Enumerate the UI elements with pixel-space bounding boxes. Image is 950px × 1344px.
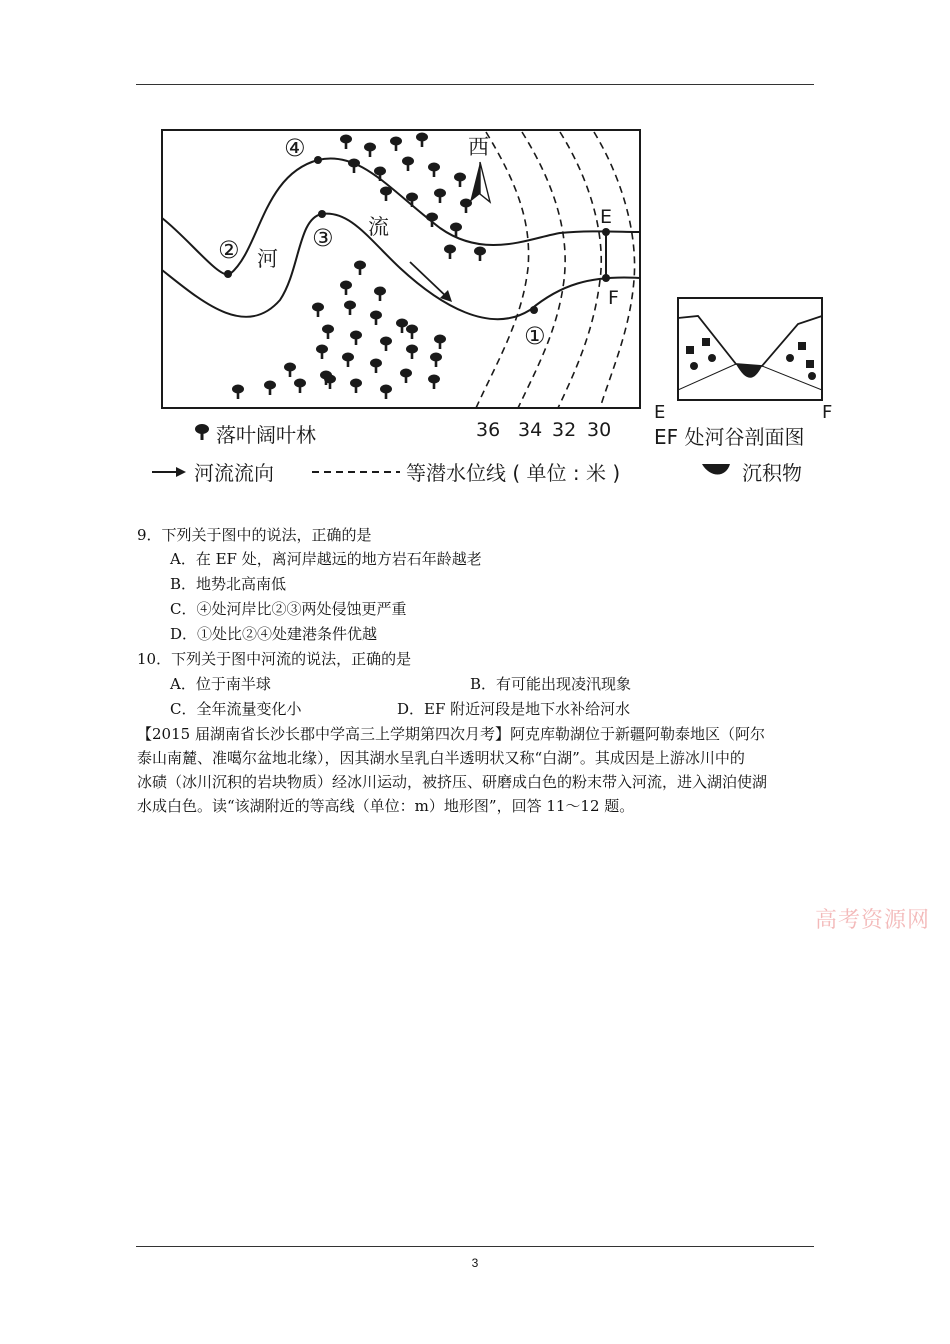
question-9-option-d: D．①处比②④处建港条件优越 — [170, 625, 378, 643]
tree-icon — [294, 379, 306, 394]
tree-icon — [324, 375, 336, 390]
tree-icon — [284, 363, 296, 378]
header-rule — [136, 84, 814, 85]
section-label-f: F — [822, 402, 833, 423]
legend-flow-label: 河流流向 — [194, 461, 274, 485]
section-label-e: E — [654, 402, 666, 423]
point-2-label: ② — [218, 236, 240, 264]
tree-icon — [380, 385, 392, 400]
point-4-label: ④ — [284, 134, 306, 162]
tree-icon — [232, 385, 244, 400]
tree-icon — [354, 261, 366, 276]
intro-line-3: 冰碛（冰川沉积的岩块物质）经冰川运动，被挤压、研磨成白色的粉末带入河流，进入湖泊使湖 — [137, 773, 768, 791]
point-2-marker — [224, 270, 232, 278]
point-1-marker — [530, 306, 538, 314]
label-e: E — [600, 206, 613, 228]
question-9-option-c: C．④处河岸比②③两处侵蚀更严重 — [170, 600, 407, 618]
contour-value-34: 34 — [518, 419, 543, 441]
question-10-option-b: B．有可能出现凌汛现象 — [470, 675, 632, 693]
tree-icon — [454, 173, 466, 188]
legend-isoline-label: 等潜水位线 ( 单位 : 米 ) — [406, 461, 621, 485]
question-9-option-a: A．在 EF 处，离河岸越远的地方岩石年龄越老 — [170, 550, 482, 568]
tree-icon — [312, 303, 324, 318]
point-1-label: ① — [524, 322, 546, 350]
tree-icon — [374, 287, 386, 302]
river-char-he: 河 — [257, 247, 278, 271]
tree-icon — [434, 189, 446, 204]
intro-line-2: 泰山南麓、准噶尔盆地北缘），因其湖水呈乳白半透明状又称“白湖”。其成因是上游冰川中的 — [137, 749, 745, 767]
river-char-liu: 流 — [368, 215, 389, 239]
page-number: 3 — [471, 1256, 479, 1270]
tree-icon — [364, 143, 376, 158]
tree-icon — [460, 199, 472, 214]
tree-icon — [428, 163, 440, 178]
footer-rule — [136, 1246, 814, 1247]
watermark: 高考资源网 — [815, 908, 931, 933]
legend-flow-icon — [152, 467, 186, 477]
question-10-option-c: C．全年流量变化小 — [170, 700, 302, 718]
tree-icon — [374, 167, 386, 182]
tree-icon — [370, 359, 382, 374]
legend-forest-label: 落叶阔叶林 — [216, 423, 316, 447]
point-4-marker — [314, 156, 322, 164]
point-f-marker — [602, 274, 610, 282]
intro-paragraph — [137, 722, 817, 818]
tree-icon — [428, 375, 440, 390]
tree-icon — [402, 157, 414, 172]
tree-icon — [406, 345, 418, 360]
tree-icon — [434, 335, 446, 350]
tree-icon — [350, 379, 362, 394]
tree-icon — [340, 135, 352, 150]
tree-icon — [350, 331, 362, 346]
contour-value-36: 36 — [476, 419, 501, 441]
question-10-option-d: D．EF 附近河段是地下水补给河水 — [397, 700, 631, 718]
point-3-label: ③ — [312, 224, 334, 252]
tree-icon — [348, 159, 360, 174]
intro-line-1: 【2015 届湖南省长沙长郡中学高三上学期第四次月考】阿克库勒湖位于新疆阿勒泰地区（阿尔 — [137, 725, 765, 743]
tree-icon — [380, 187, 392, 202]
tree-icon — [340, 281, 352, 296]
tree-icon — [444, 245, 456, 260]
question-10-stem: 10．下列关于图中河流的说法，正确的是 — [137, 650, 412, 668]
contour-value-30: 30 — [587, 419, 612, 441]
north-arrow-label: 西 — [468, 135, 489, 159]
point-e-marker — [602, 228, 610, 236]
question-9-option-b: B．地势北高南低 — [170, 575, 287, 593]
section-profile — [678, 316, 822, 390]
tree-icon — [390, 137, 402, 152]
intro-line-4: 水成白色。读“该湖附近的等高线（单位：m）地形图”，回答 11～12 题。 — [137, 797, 635, 815]
river-map-figure — [150, 120, 850, 488]
tree-icon — [342, 353, 354, 368]
tree-icon — [264, 381, 276, 396]
tree-icon — [322, 325, 334, 340]
section-title: EF 处河谷剖面图 — [654, 425, 805, 449]
tree-icon — [406, 193, 418, 208]
tree-icon — [396, 319, 408, 334]
tree-icon — [380, 337, 392, 352]
question-10-option-a: A．位于南半球 — [170, 675, 271, 693]
contour-value-32: 32 — [552, 419, 577, 441]
legend-sediment-label: 沉积物 — [742, 461, 802, 485]
tree-icon — [370, 311, 382, 326]
river-south-bank — [162, 214, 640, 320]
tree-icon — [406, 325, 418, 340]
tree-icon — [474, 247, 486, 262]
tree-icon — [400, 369, 412, 384]
point-3-marker — [318, 210, 326, 218]
groundwater-isolines — [476, 132, 635, 408]
tree-icon — [430, 353, 442, 368]
tree-icon — [316, 345, 328, 360]
tree-icon — [195, 424, 209, 440]
question-9-stem: 9．下列关于图中的说法，正确的是 — [137, 526, 372, 544]
sediment-icon — [702, 464, 730, 475]
tree-icon — [344, 301, 356, 316]
tree-icon — [416, 133, 428, 148]
north-arrow-icon — [468, 135, 490, 202]
label-f: F — [608, 287, 619, 309]
